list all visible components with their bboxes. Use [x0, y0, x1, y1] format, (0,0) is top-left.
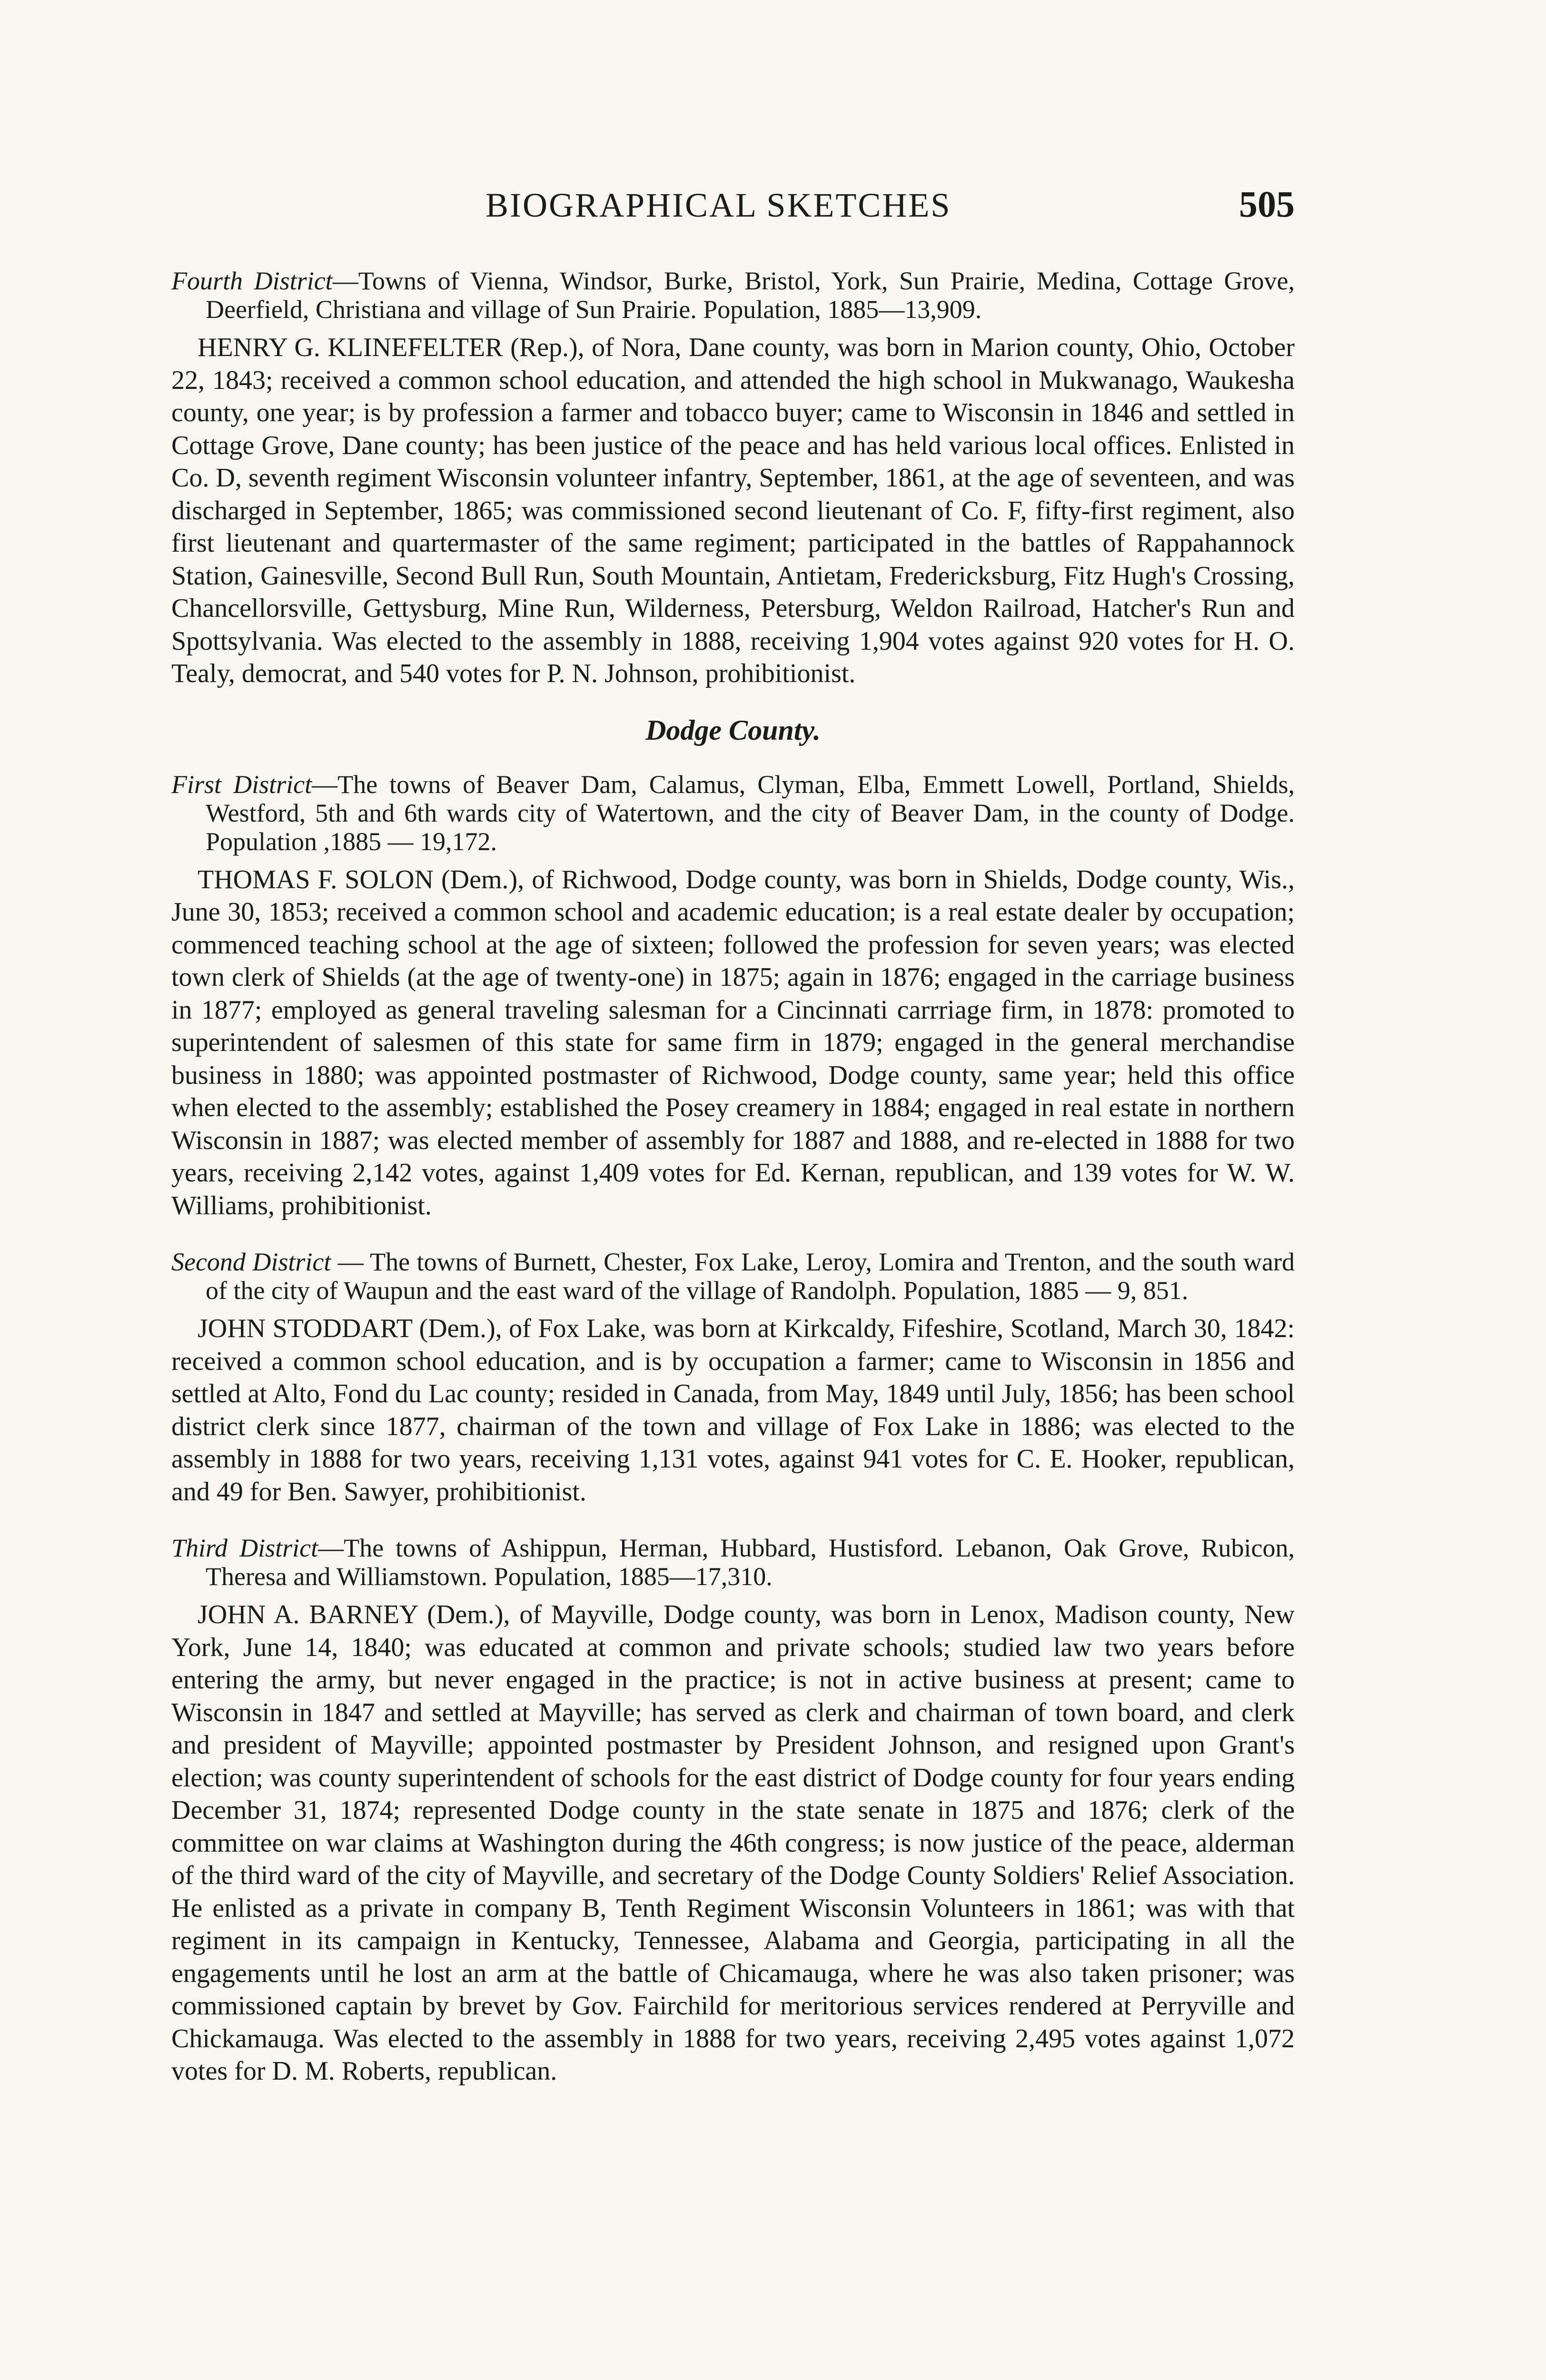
district-heading-third	[171, 1534, 1295, 1591]
running-title: BIOGRAPHICAL SKETCHES	[486, 186, 951, 224]
county-heading: Dodge County.	[645, 714, 821, 746]
district-description: —The towns of Ashippun, Herman, Hubbard, Hustisford. Lebanon, Oak Grove, Rubicon, Theresa and Williamstown. Population, 1885—17,310.	[206, 1534, 1295, 1591]
biography-klinefelter: HENRY G. KLINEFELTER (Rep.), of Nora, Dane county, was born in Marion county, Ohio, October 22, 1843; received a common school education, and attended the high school in Mukwanago, Waukesha county, one year; is by profession a farmer and tobacco buyer; came to Wisconsin in 1846 and settled in Cottage Grove, Dane county; has been justice of the peace and has held various local offices. Enlisted in Co. D, seventh regiment Wisconsin volunteer infantry, September, 1861, at the age of seventeen, and was discharged in September, 1865; was commissioned second lieutenant of Co. F, fifty-first regiment, also first lieutenant and quartermaster of the same regiment; participated in the battles of Rappahannock Station, Gainesville, Second Bull Run, South Mountain, Antietam, Fredericksburg, Fitz Hugh's Crossing, Chancellorsville, Gettysburg, Mine Run, Wilderness, Petersburg, Weldon Railroad, Hatcher's Run and Spottsylvania. Was elected to the assembly in 1888, receiving 1,904 votes against 920 votes for H. O. Tealy, democrat, and 540 votes for P. N. Johnson, prohibitionist.	[171, 333, 1295, 688]
district-label: Third District	[171, 1534, 318, 1562]
district-heading-fourth	[171, 267, 1295, 324]
district-heading-second	[171, 1248, 1295, 1305]
page-number: 505	[1239, 183, 1295, 225]
district-description: —The towns of Beaver Dam, Calamus, Clyman, Elba, Emmett Lowell, Portland, Shields, Westford, 5th and 6th wards city of Watertown, and the city of Beaver Dam, in the county of Dodge. Population ,1885 — 19,172.	[206, 770, 1295, 856]
biography-stoddart: JOHN STODDART (Dem.), of Fox Lake, was born at Kirkcaldy, Fifeshire, Scotland, March 30, 1842: received a common school education, and is by occupation a farmer; came to Wisconsin in 1856 and settled at Alto, Fond du Lac county; resided in Canada, from May, 1849 until July, 1856; has been school district clerk since 1877, chairman of the town and village of Fox Lake in 1886; was elected to the assembly in 1888 for two years, receiving 1,131 votes, against 941 votes for C. E. Hooker, republican, and 49 for Ben. Sawyer, prohibitionist.	[171, 1314, 1295, 1507]
district-description: —Towns of Vienna, Windsor, Burke, Bristol, York, Sun Prairie, Medina, Cottage Grove, Deerfield, Christiana and village of Sun Prairie. Population, 1885—13,909.	[206, 267, 1295, 324]
running-head	[171, 183, 1295, 238]
biography-barney: JOHN A. BARNEY (Dem.), of Mayville, Dodge county, was born in Lenox, Madison county, New York, June 14, 1840; was educated at common and private schools; studied law two years before entering the army, but never engaged in the practice; is not in active business at present; came to Wisconsin in 1847 and settled at Mayville; has served as clerk and chairman of town board, and clerk and president of Mayville; appointed postmaster by President Johnson, and resigned upon Grant's election; was county superintendent of schools for the east district of Dodge county for four years ending December 31, 1874; represented Dodge county in the state senate in 1875 and 1876; clerk of the committee on war claims at Washington during the 46th congress; is now justice of the peace, alderman of the third ward of the city of Mayville, and secretary of the Dodge County Soldiers' Relief Association. He enlisted as a private in company B, Tenth Regiment Wisconsin Volunteers in 1861; was with that regiment in its campaign in Kentucky, Tennessee, Alabama and Georgia, participating in all the engagements until he lost an arm at the battle of Chicamauga, where he was also taken prisoner; was commissioned captain by brevet by Gov. Fairchild for meritorious services rendered at Perryville and Chickamauga. Was elected to the assembly in 1888 for two years, receiving 2,495 votes against 1,072 votes for D. M. Roberts, republican.	[171, 1600, 1295, 2086]
district-heading-first	[171, 770, 1295, 856]
biography-solon: THOMAS F. SOLON (Dem.), of Richwood, Dodge county, was born in Shields, Dodge county, Wis., June 30, 1853; received a common school and academic education; is a real estate dealer by occupation; commenced teaching school at the age of sixteen; followed the profession for seven years; was elected town clerk of Shields (at the age of twenty-one) in 1875; again in 1876; engaged in the carriage business in 1877; employed as general traveling salesman for a Cincinnati carrriage firm, in 1878: promoted to superintendent of salesmen of this state for same firm in 1879; engaged in the general merchandise business in 1880; was appointed postmaster of Richwood, Dodge county, same year; held this office when elected to the assembly; established the Posey creamery in 1884; engaged in real estate in northern Wisconsin in 1887; was elected member of assembly for 1887 and 1888, and re-elected in 1888 for two years, receiving 2,142 votes, against 1,409 votes for Ed. Kernan, republican, and 139 votes for W. W. Williams, prohibitionist.	[171, 864, 1295, 1220]
page-body	[171, 267, 1295, 2088]
district-label: First District	[171, 770, 312, 799]
district-label: Second District	[171, 1248, 331, 1276]
district-description: — The towns of Burnett, Chester, Fox Lake, Leroy, Lomira and Trenton, and the south ward of the city of Waupun and the east ward of the village of Randolph. Population, 1885 — 9, 851.	[206, 1248, 1295, 1305]
district-label: Fourth District	[171, 267, 333, 295]
